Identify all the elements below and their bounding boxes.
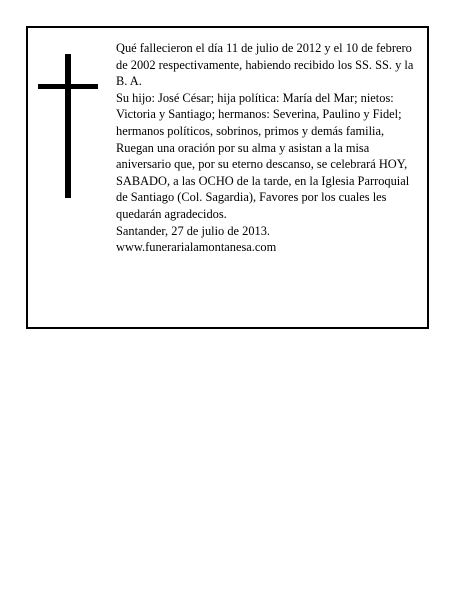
place-date: Santander, 27 de julio de 2013. — [116, 223, 271, 238]
cross-icon — [38, 54, 98, 198]
notice-text — [116, 40, 422, 256]
obituary-notice — [26, 26, 429, 329]
mass-request-paragraph: Ruegan una oración por su alma y asistan a la misa aniversario que, por su eterno descanso, se celebrará HOY, SABADO, a las OCHO de la tarde, en la Iglesia Parroquial de Santiago (Col. Sagardia), Favores por los cuales les quedarán agradecidos. — [116, 140, 410, 221]
cross-horizontal-bar — [38, 84, 98, 89]
family-paragraph: Su hijo: José César; hija política: María del Mar; nietos: Victoria y Santiago; hermanos: Severina, Paulino y Fidel; hermanos políticos, sobrinos, primos y demás familia, — [116, 90, 402, 138]
cross-vertical-bar — [65, 54, 71, 198]
death-info-paragraph: Qué fallecieron el día 11 de julio de 2012 y el 10 de febrero de 2002 respectivamente, habiendo recibido los SS. SS. y la B. A. — [116, 41, 414, 89]
website-text: www.funerarialamontanesa.com — [116, 240, 277, 255]
